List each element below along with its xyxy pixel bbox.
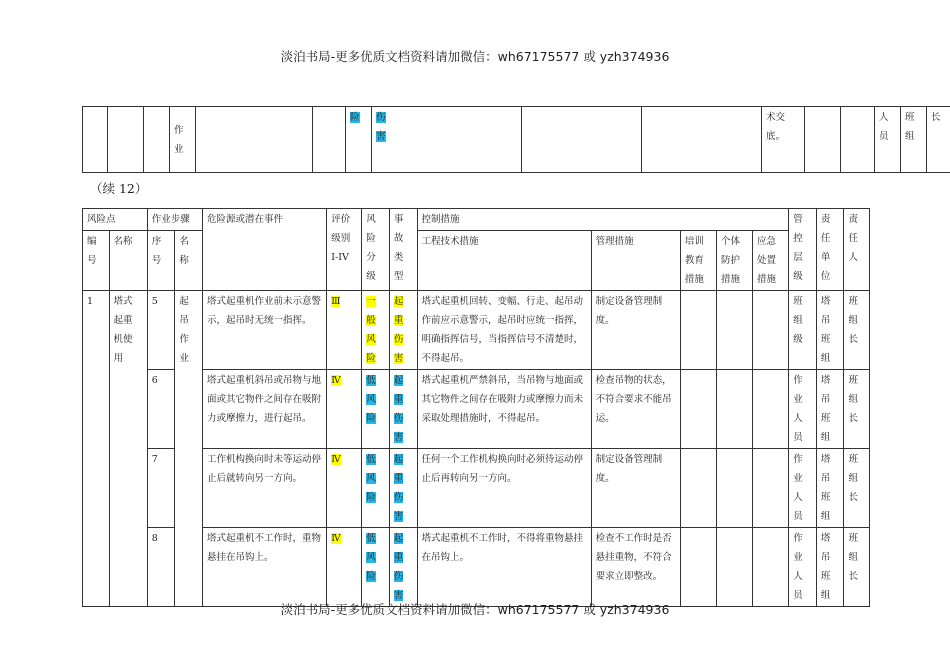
- cell-hazard: 工作机构换向时未等运动停止后就转向另一方向。: [203, 449, 327, 528]
- cell-mgmt: 检查吊物的状态，不符合要求不能吊运。: [591, 370, 680, 449]
- cell-eval: Ⅳ: [327, 449, 362, 528]
- cell-accident: 起 重 伤 害: [389, 449, 417, 528]
- cell-accident: 起 重 伤 害: [389, 291, 417, 370]
- top-cell-leader: 长: [927, 107, 950, 173]
- cell-unit: 塔 吊 班 组: [816, 291, 844, 370]
- cell-ppe: [716, 370, 752, 449]
- header-name: 名称: [109, 231, 147, 291]
- top-cell-person: 人 员: [875, 107, 901, 173]
- cell-person: 班 组 长: [844, 370, 870, 449]
- header-seq: 序 号: [147, 231, 175, 291]
- cell-eng: 塔式起重机不工作时，不得将重物悬挂在吊钩上。: [417, 528, 591, 607]
- top-cell: [841, 107, 875, 173]
- header-accident-type: 事 故 类 型: [389, 209, 417, 291]
- cell-eng: 塔式起重机严禁斜吊，当吊物与地面或其它物件之间存在吸附力或摩擦力而未采取处理措施时，不得起吊。: [417, 370, 591, 449]
- header-ppe: 个体 防护 措施: [716, 231, 752, 291]
- cell-training: [680, 528, 716, 607]
- table-row: [83, 291, 870, 370]
- cell-level: 作 业 人 员: [789, 528, 817, 607]
- top-cell: [642, 107, 762, 173]
- top-cell-risk: 险: [346, 107, 372, 173]
- cell-hazard: 塔式起重机不工作时，重物悬挂在吊钩上。: [203, 528, 327, 607]
- previous-page-table-fragment: [82, 106, 950, 173]
- cell-eval: Ⅳ: [327, 370, 362, 449]
- cell-step-name: 起 吊 作 业: [175, 291, 203, 607]
- top-cell: [108, 107, 144, 173]
- header-eval-level: 评价 级别 I-IV: [327, 209, 362, 291]
- cell-hazard: 塔式起重机斜吊或吊物与地面或其它物件之间存在吸附力或摩擦力，进行起吊。: [203, 370, 327, 449]
- cell-level: 班 组 级: [789, 291, 817, 370]
- cell-person: 班 组 长: [844, 528, 870, 607]
- header-hazard: 危险源或潜在事件: [203, 209, 327, 291]
- cell-accident: 起 重 伤 害: [389, 528, 417, 607]
- cell-seq: 7: [147, 449, 175, 528]
- top-cell-event: 伤 害: [372, 107, 522, 173]
- top-cell: [196, 107, 313, 173]
- continuation-label: （续 12）: [90, 181, 148, 196]
- header-mgmt: 管理措施: [591, 231, 680, 291]
- header-emergency: 应急 处置 措施: [753, 231, 789, 291]
- cell-level: 作 业 人 员: [789, 449, 817, 528]
- cell-unit: 塔 吊 班 组: [816, 528, 844, 607]
- cell-person: 班 组 长: [844, 449, 870, 528]
- top-cell: [83, 107, 108, 173]
- header-resp-person: 责 任 人: [844, 209, 870, 291]
- cell-risk: 低 风 险: [362, 370, 390, 449]
- top-cell: [522, 107, 642, 173]
- cell-training: [680, 291, 716, 370]
- cell-unit: 塔 吊 班 组: [816, 370, 844, 449]
- header-step-name: 名 称: [175, 231, 203, 291]
- cell-hazard: 塔式起重机作业前未示意警示，起吊时无统一指挥。: [203, 291, 327, 370]
- cell-seq: 5: [147, 291, 175, 370]
- top-cell: [805, 107, 841, 173]
- header-control-level: 管 控 层 级: [789, 209, 817, 291]
- cell-mgmt: 制定设备管理制度。: [591, 449, 680, 528]
- header-code: 编 号: [83, 231, 110, 291]
- cell-risk: 低 风 险: [362, 449, 390, 528]
- cell-mgmt: 制定设备管理制度。: [591, 291, 680, 370]
- cell-training: [680, 449, 716, 528]
- cell-seq: 6: [147, 370, 175, 449]
- top-cell-measure: 术交底。: [762, 107, 805, 173]
- cell-level: 作 业 人 员: [789, 370, 817, 449]
- cell-accident: 起 重 伤 害: [389, 370, 417, 449]
- cell-emergency: [753, 291, 789, 370]
- cell-risk: 一 般 风 险: [362, 291, 390, 370]
- cell-eval: Ⅳ: [327, 528, 362, 607]
- header-resp-unit: 责 任 单 位: [816, 209, 844, 291]
- header-steps: 作业步骤: [147, 209, 202, 231]
- cell-name: 塔式 起重 机使 用: [109, 291, 147, 607]
- cell-eval: Ⅲ: [327, 291, 362, 370]
- cell-mgmt: 检查不工作时是否悬挂重物，不符合要求立即整改。: [591, 528, 680, 607]
- cell-risk: 低 风 险: [362, 528, 390, 607]
- top-cell: [144, 107, 170, 173]
- footer-banner: 淡泊书局-更多优质文档资料请加微信：wh67175577 或 yzh374936: [280, 602, 670, 617]
- cell-eng: 任何一个工作机构换向时必须待运动停止后再转向另一方向。: [417, 449, 591, 528]
- cell-emergency: [753, 528, 789, 607]
- header-risk-level: 风 险 分 级: [362, 209, 390, 291]
- header-training: 培训 教育 措施: [680, 231, 716, 291]
- header-control: 控制措施: [417, 209, 789, 231]
- risk-control-table: [82, 208, 870, 607]
- top-cell-step: 作 业: [170, 107, 196, 173]
- cell-training: [680, 370, 716, 449]
- cell-eng: 塔式起重机回转、变幅、行走、起吊动作前应示意警示，起吊时应统一指挥，明确指挥信号，当指挥信号不清楚时，不得起吊。: [417, 291, 591, 370]
- cell-ppe: [716, 291, 752, 370]
- cell-seq: 8: [147, 528, 175, 607]
- header-banner: 淡泊书局-更多优质文档资料请加微信：wh67175577 或 yzh374936: [280, 49, 670, 64]
- header-risk-point: 风险点: [83, 209, 148, 231]
- cell-ppe: [716, 449, 752, 528]
- cell-emergency: [753, 449, 789, 528]
- cell-code: 1: [83, 291, 110, 607]
- cell-ppe: [716, 528, 752, 607]
- cell-unit: 塔 吊 班 组: [816, 449, 844, 528]
- cell-person: 班 组 长: [844, 291, 870, 370]
- top-cell-unit: 班 组: [901, 107, 927, 173]
- header-eng: 工程技术措施: [417, 231, 591, 291]
- cell-emergency: [753, 370, 789, 449]
- top-cell: [313, 107, 346, 173]
